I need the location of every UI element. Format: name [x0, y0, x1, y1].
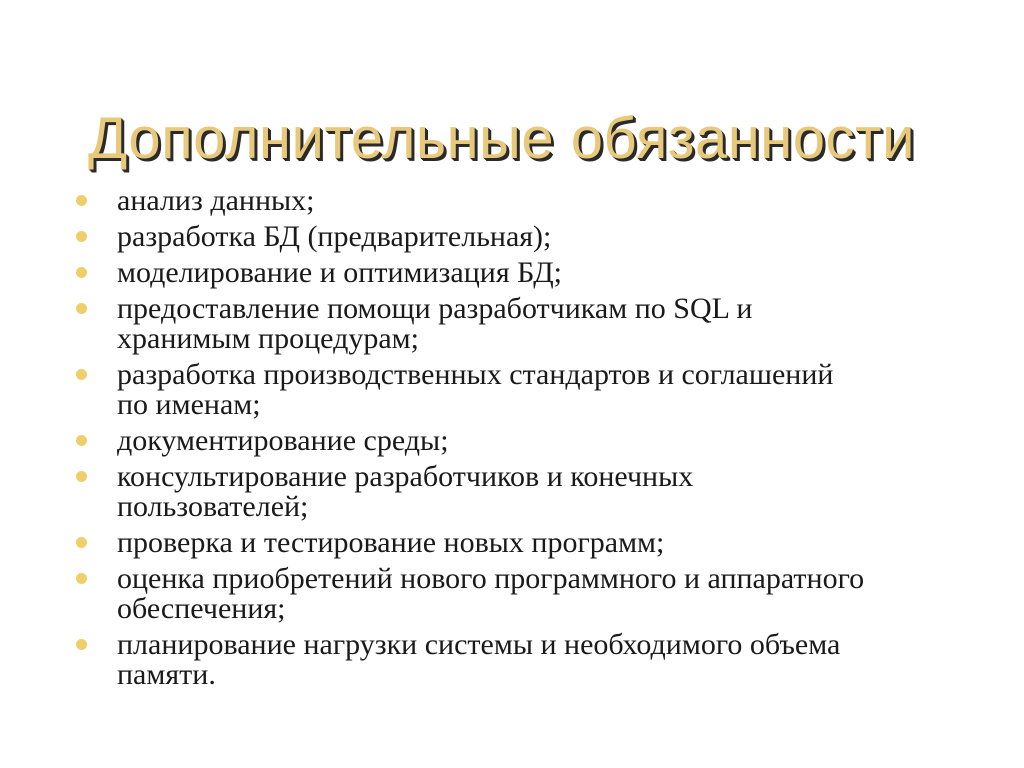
list-item-text: разработка БД (предварительная); — [117, 220, 552, 253]
bullet-dot-icon — [76, 303, 87, 314]
list-item — [72, 462, 992, 522]
bullet-list — [72, 186, 992, 696]
list-item-text: планирование нагрузки системы и необходимого объема памяти. — [117, 628, 841, 691]
list-item — [72, 528, 992, 558]
list-item — [72, 294, 992, 354]
list-item-text: документирование среды; — [117, 424, 449, 457]
list-item-text: анализ данных; — [117, 184, 315, 217]
bullet-dot-icon — [76, 435, 87, 446]
bullet-dot-icon — [76, 471, 87, 482]
bullet-dot-icon — [76, 369, 87, 380]
list-item-text: предоставление помощи разработчикам по SQL и хранимым процедурам; — [117, 292, 753, 355]
list-item — [72, 186, 992, 216]
bullet-dot-icon — [76, 537, 87, 548]
list-item — [72, 360, 992, 420]
bullet-dot-icon — [76, 195, 87, 206]
list-item — [72, 426, 992, 456]
list-item-text: моделирование и оптимизация БД; — [117, 256, 563, 289]
list-item — [72, 564, 992, 624]
list-item-text: оценка приобретений нового программного и аппаратного обеспечения; — [117, 562, 865, 625]
bullet-dot-icon — [76, 639, 87, 650]
list-item — [72, 630, 992, 690]
list-item-text: проверка и тестирование новых программ; — [117, 526, 665, 559]
list-item — [72, 222, 992, 252]
slide-title: Дополнительные обязанности — [88, 106, 915, 171]
list-item-text: разработка производственных стандартов и соглашений по именам; — [117, 358, 834, 421]
bullet-dot-icon — [76, 573, 87, 584]
list-item-text: консультирование разработчиков и конечных пользователей; — [117, 460, 694, 523]
list-item — [72, 258, 992, 288]
bullet-dot-icon — [76, 231, 87, 242]
bullet-dot-icon — [76, 267, 87, 278]
